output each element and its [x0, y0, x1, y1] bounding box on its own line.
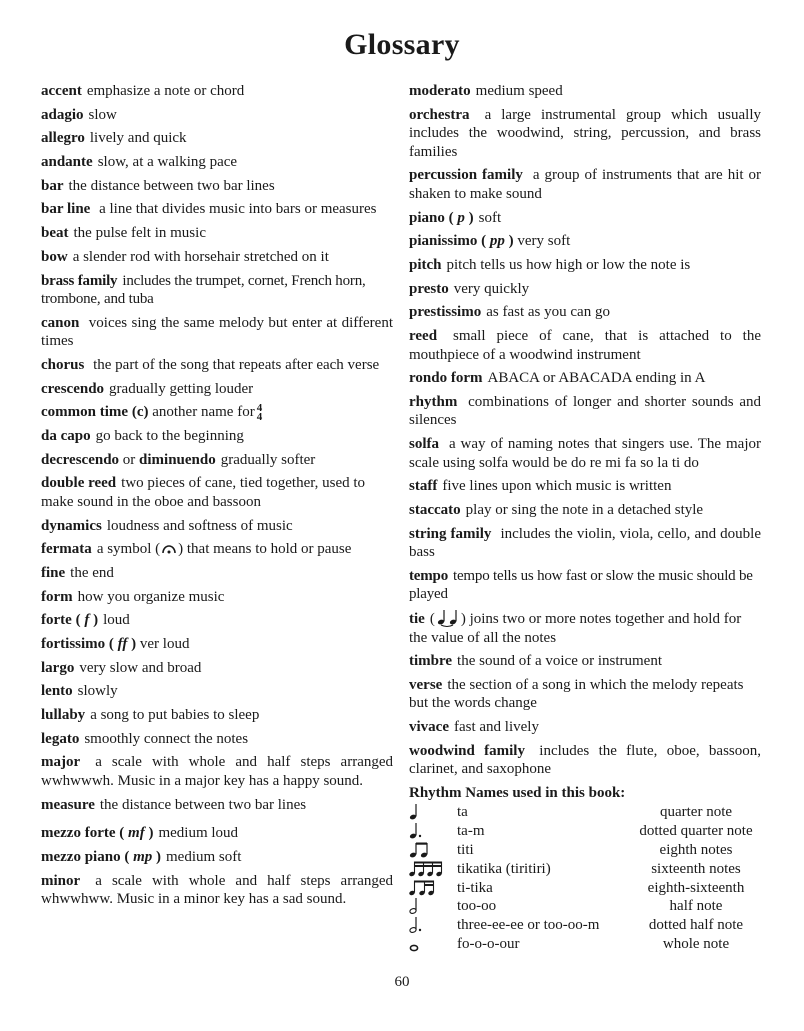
glossary-entry-orchestra	[409, 106, 761, 162]
definition: slow	[88, 106, 117, 123]
rhythm-row	[409, 897, 761, 916]
glossary-entry-moderato	[409, 82, 761, 101]
glossary-right-column	[409, 82, 761, 954]
glossary-entry-forte	[41, 611, 393, 630]
paren-close: )	[508, 233, 514, 250]
rhythm-name: titi	[457, 842, 474, 859]
definition: very quickly	[453, 280, 530, 297]
rhythm-description: half note	[669, 898, 723, 915]
definition: fast and lively	[453, 719, 539, 736]
term: rondo form	[409, 370, 483, 387]
term: tie	[409, 611, 425, 627]
dynamic-mark: pp	[489, 233, 505, 250]
glossary-entry-bar	[41, 177, 393, 196]
term: rhythm	[409, 393, 458, 410]
glossary-left-column	[41, 82, 393, 914]
glossary-entry-string-family	[409, 525, 761, 562]
dotted-half-note-icon	[409, 916, 449, 934]
glossary-entry-decrescendo	[41, 451, 393, 470]
glossary-entry-fortissimo	[41, 635, 393, 654]
paren-open: (	[119, 825, 125, 842]
definition: loudness and softness of music	[106, 517, 293, 534]
dotted-quarter-note-icon	[409, 822, 449, 840]
glossary-entry-vivace	[409, 718, 761, 737]
term: chorus	[41, 356, 85, 373]
rhythm-name: tikatika (tiritiri)	[457, 860, 551, 877]
glossary-entry-chorus	[41, 356, 393, 375]
term: verse	[409, 676, 443, 693]
fermata-icon	[161, 542, 177, 556]
glossary-entry-canon	[41, 314, 393, 351]
glossary-entry-percussion-family	[409, 166, 761, 203]
definition: a group of instruments that are hit or shaken to make sound	[409, 167, 762, 202]
rhythm-description: quarter note	[659, 804, 733, 821]
term: major	[41, 754, 81, 771]
glossary-entry-common-time	[41, 403, 393, 422]
term: forte	[41, 612, 72, 629]
rhythm-description: dotted half note	[648, 917, 744, 934]
term: bar	[41, 177, 64, 194]
definition: the sound of a voice or instrument	[457, 653, 663, 670]
rhythm-row	[409, 916, 761, 935]
rhythm-description: eighth-sixteenth	[647, 879, 745, 896]
paren-close: )	[143, 404, 149, 421]
glossary-entry-timbre	[409, 652, 761, 671]
whole-note-icon	[409, 935, 449, 953]
definition: how you organize music	[77, 588, 225, 605]
definition: soft	[478, 209, 502, 226]
glossary-entry-solfa	[409, 435, 761, 472]
glossary-entry-rondo-form	[409, 369, 761, 388]
glossary-entry-verse	[409, 676, 761, 713]
term: pitch	[409, 256, 442, 273]
glossary-entry-rhythm	[409, 393, 761, 430]
definition-start: (	[429, 611, 435, 627]
glossary-entry-lullaby	[41, 706, 393, 725]
definition: ver loud	[139, 636, 190, 652]
glossary-entry-double-reed	[41, 474, 393, 511]
term: prestissimo	[409, 304, 482, 321]
paren-close: )	[131, 636, 137, 652]
glossary-entry-pianissimo	[409, 232, 761, 251]
term: moderato	[409, 83, 471, 99]
paren-close: )	[468, 209, 474, 226]
term: accent	[41, 83, 82, 99]
definition: a scale with whole and half steps arranged whwwhww. Music in a minor key has a sad sound.	[41, 872, 394, 907]
glossary-entry-largo	[41, 659, 393, 678]
rhythm-name: fo-o-o-our	[457, 936, 520, 953]
definition: five lines upon which music is written	[442, 478, 672, 495]
or-text: or	[122, 451, 136, 468]
glossary-entry-major	[41, 753, 393, 790]
definition: includes the flute, oboe, bassoon, clarinet, and saxophone	[409, 742, 761, 778]
definition: the part of the song that repeats after each verse	[93, 356, 380, 373]
term: solfa	[409, 436, 439, 453]
glossary-entry-measure	[41, 796, 393, 815]
sixteenth-notes-icon	[409, 860, 449, 878]
definition: slow, at a walking pace	[97, 154, 238, 171]
term: staccato	[409, 501, 461, 518]
term: bow	[41, 248, 68, 265]
glossary-entry-fine	[41, 564, 393, 583]
tied-notes-icon	[436, 609, 460, 627]
glossary-entry-pitch	[409, 256, 761, 275]
rhythm-name: ta	[457, 804, 468, 821]
term: mezzo forte	[41, 825, 116, 842]
definition: loud	[103, 612, 130, 629]
dynamic-mark: f	[84, 612, 90, 629]
definition: a way of naming notes that singers use. The major scale using solfa would be do re mi fa so la ti do	[409, 436, 762, 471]
definition: the distance between two bar lines	[68, 177, 275, 194]
glossary-entry-brass-family	[41, 272, 393, 309]
glossary-entry-crescendo	[41, 380, 393, 399]
term: fine	[41, 564, 66, 581]
term: reed	[409, 328, 438, 344]
glossary-entry-piano	[409, 209, 761, 228]
glossary-entry-beat	[41, 224, 393, 243]
term: fermata	[41, 541, 92, 558]
rhythm-name: too-oo	[457, 898, 497, 915]
glossary-entry-legato	[41, 730, 393, 749]
glossary-entry-accent	[41, 82, 393, 101]
term: woodwind family	[409, 742, 525, 759]
glossary-entry-mezzo-piano	[41, 848, 393, 867]
dynamic-mark: p	[457, 209, 465, 226]
glossary-entry-reed	[409, 327, 761, 364]
definition-end: ) joins two or more notes together and hold for the value of all the notes	[409, 611, 742, 646]
glossary-entry-lento	[41, 682, 393, 701]
definition: play or sing the note in a detached style	[465, 501, 704, 518]
paren-close: )	[156, 848, 161, 865]
definition-start: a symbol (	[96, 541, 161, 558]
term: lento	[41, 683, 73, 700]
definition: ABACA or ABACADA ending in A	[487, 370, 706, 387]
definition: includes the violin, viola, cello, and double bass	[409, 525, 761, 561]
glossary-entry-presto	[409, 280, 761, 299]
term: crescendo	[41, 380, 105, 397]
glossary-entry-mezzo-forte	[41, 824, 393, 843]
term: presto	[409, 280, 449, 297]
definition: medium speed	[475, 83, 563, 99]
time-signature-bottom: 4	[256, 410, 263, 423]
paren-close: )	[148, 825, 154, 842]
term: adagio	[41, 106, 84, 123]
paren-open: (	[131, 404, 137, 421]
glossary-entry-woodwind-family	[409, 742, 761, 779]
eighth-sixteenth-icon	[409, 879, 449, 897]
glossary-entry-prestissimo	[409, 303, 761, 322]
definition: small piece of cane, that is attached to the mouthpiece of a woodwind instrument	[409, 328, 762, 363]
rhythm-row	[409, 935, 761, 954]
term: lullaby	[41, 707, 86, 724]
term: form	[41, 588, 73, 605]
term: pianissimo	[409, 233, 478, 250]
term: common time	[41, 404, 129, 421]
rhythm-name: three-ee-ee or too-oo-m	[457, 917, 600, 934]
rhythm-name: ti-tika	[457, 879, 493, 896]
rhythm-row	[409, 879, 761, 898]
term: timbre	[409, 653, 453, 670]
definition: gradually softer	[220, 451, 316, 468]
paren-close: )	[93, 612, 99, 629]
rhythm-row	[409, 860, 761, 879]
definition: the end	[70, 564, 114, 581]
glossary-entry-tempo	[409, 567, 761, 604]
rhythm-row	[409, 822, 761, 841]
definition: as fast as you can go	[486, 304, 610, 321]
term: decrescendo	[41, 451, 120, 468]
rhythm-name: ta-m	[457, 823, 485, 840]
term: allegro	[41, 130, 85, 147]
definition: pitch tells us how high or low the note is	[446, 256, 691, 273]
term: fortissimo	[41, 636, 106, 652]
rhythm-names-table	[409, 803, 761, 953]
definition: the distance between two bar lines	[99, 796, 307, 813]
term: piano	[409, 209, 445, 226]
glossary-entry-da-capo	[41, 427, 393, 446]
glossary-entry-andante	[41, 153, 393, 172]
term: largo	[41, 659, 75, 676]
time-signature-top: 4	[256, 401, 263, 414]
definition: a large instrumental group which usually includes the woodwind, string, percussion, and brass families	[409, 106, 762, 160]
definition: gradually getting louder	[109, 380, 254, 397]
common-time-symbol: c	[136, 404, 144, 421]
definition: go back to the beginning	[95, 428, 244, 444]
definition: emphasize a note or chord	[86, 83, 245, 99]
definition: a song to put babies to sleep	[90, 707, 260, 724]
page-title: Glossary	[344, 28, 460, 61]
glossary-entry-allegro	[41, 129, 393, 148]
glossary-entry-staff	[409, 477, 761, 496]
eighth-notes-icon	[409, 841, 449, 859]
definition: a line that divides music into bars or measures	[99, 201, 377, 218]
half-note-icon	[409, 897, 449, 915]
term: brass family	[41, 272, 118, 289]
term: da capo	[41, 428, 91, 444]
glossary-entry-dynamics	[41, 517, 393, 536]
definition: another name for	[152, 404, 255, 421]
term: orchestra	[409, 106, 470, 123]
definition: medium soft	[166, 848, 242, 865]
term: string family	[409, 525, 492, 542]
definition: the pulse felt in music	[73, 225, 206, 242]
paren-open: (	[124, 848, 130, 865]
definition: tempo tells us how fast or slow the music should be played	[409, 567, 753, 603]
rhythm-description: dotted quarter note	[639, 823, 753, 840]
rhythm-names-heading: Rhythm Names used in this book:	[409, 784, 626, 801]
definition: medium loud	[158, 825, 239, 842]
glossary-entry-minor	[41, 872, 393, 909]
definition: the section of a song in which the melody repeats but the words change	[409, 676, 744, 712]
definition: two pieces of cane, tied together, used to make sound in the oboe and bassoon	[41, 475, 366, 510]
definition: slowly	[77, 683, 118, 700]
definition: smoothly connect the notes	[84, 730, 249, 747]
definition: voices sing the same melody but enter at different times	[41, 314, 393, 350]
term: canon	[41, 314, 80, 331]
paren-open: (	[481, 233, 487, 250]
definition: lively and quick	[89, 130, 187, 147]
term: tempo	[409, 567, 448, 584]
dynamic-mark: ff	[117, 636, 128, 652]
term: staff	[409, 478, 438, 495]
time-signature	[256, 401, 263, 423]
term-alt: diminuendo	[139, 451, 216, 468]
paren-open: (	[108, 636, 114, 652]
dynamic-mark: mp	[133, 848, 153, 865]
glossary-entry-form	[41, 588, 393, 607]
quarter-note-icon	[409, 803, 449, 821]
rhythm-row	[409, 841, 761, 860]
rhythm-row	[409, 803, 761, 822]
definition: includes the trumpet, cornet, French horn, trombone, and tuba	[41, 272, 366, 307]
glossary-entry-bar-line	[41, 200, 393, 219]
term: percussion family	[409, 167, 523, 184]
definition: very slow and broad	[79, 659, 202, 676]
paren-open: (	[448, 209, 454, 226]
term: minor	[41, 872, 81, 889]
definition-end: ) that means to hold or pause	[178, 541, 352, 558]
dynamic-mark: mf	[128, 825, 145, 842]
rhythm-description: eighth notes	[659, 842, 733, 859]
glossary-entry-fermata	[41, 540, 393, 559]
term: vivace	[409, 719, 449, 736]
page-number: 60	[394, 974, 410, 990]
term: measure	[41, 796, 95, 813]
glossary-entry-staccato	[409, 501, 761, 520]
paren-open: (	[75, 612, 81, 629]
term: mezzo piano	[41, 848, 121, 865]
term: dynamics	[41, 517, 102, 534]
definition: a scale with whole and half steps arranged wwhwwwh. Music in a major key has a happy sound.	[41, 754, 394, 789]
term: bar line	[41, 201, 91, 218]
definition: combinations of longer and shorter sounds and silences	[409, 393, 762, 429]
term: beat	[41, 225, 69, 242]
rhythm-description: whole note	[662, 936, 730, 953]
glossary-entry-tie	[409, 609, 761, 647]
term: andante	[41, 154, 93, 171]
glossary-entry-adagio	[41, 106, 393, 125]
definition: very soft	[517, 233, 571, 250]
term: double reed	[41, 475, 117, 492]
definition: a slender rod with horsehair stretched on it	[72, 248, 329, 265]
glossary-entry-bow	[41, 248, 393, 267]
term: legato	[41, 730, 80, 747]
rhythm-description: sixteenth notes	[651, 860, 741, 877]
